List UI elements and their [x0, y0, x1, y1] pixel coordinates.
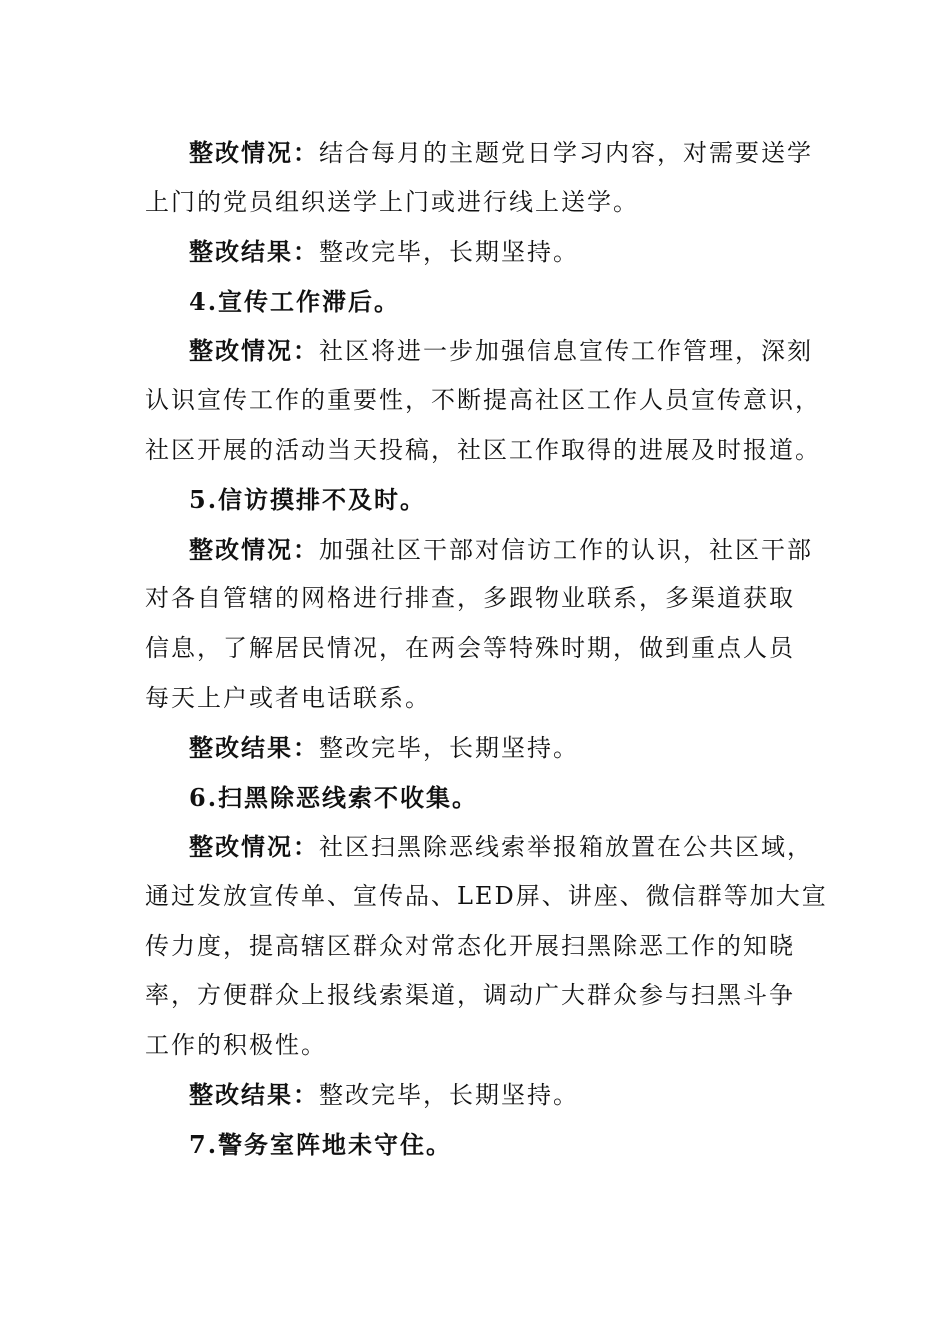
paragraph-line — [145, 128, 813, 178]
paragraph-text: 加强社区干部对信访工作的认识，社区干部 — [319, 535, 813, 564]
paragraph-line — [145, 624, 810, 674]
paragraph-line — [145, 525, 813, 575]
paragraph-line — [145, 1021, 810, 1071]
document-body — [145, 128, 828, 1169]
paragraph-text: 工作的积极性。 — [145, 1030, 327, 1059]
paragraph-text: 社区开展的活动当天投稿，社区工作取得的进展及时报道。 — [145, 435, 821, 464]
paragraph-text: 社区扫黑除恶线索举报箱放置在公共区域， — [319, 833, 813, 862]
section-heading: 7.警务室阵地未守住。 — [189, 1129, 453, 1159]
paragraph-label: 整改情况： — [189, 138, 319, 167]
paragraph-label: 整改情况： — [189, 832, 319, 862]
paragraph-line — [145, 872, 828, 922]
paragraph-text: 整改完毕，长期坚持。 — [319, 1081, 579, 1110]
paragraph-line — [145, 376, 821, 426]
paragraph-text: 整改完毕，长期坚持。 — [319, 238, 579, 267]
section-heading: 4.宣传工作滞后。 — [189, 286, 401, 316]
section-heading: 5.信访摸排不及时。 — [189, 485, 427, 515]
paragraph-text: 信息，了解居民情况，在两会等特殊时期，做到重点人员 — [145, 633, 795, 662]
paragraph-text: 通过发放宣传单、宣传品、LED屏、讲座、微信群等加大宣 — [145, 881, 828, 910]
paragraph-label: 整改结果： — [189, 1080, 319, 1110]
paragraph-text: 传力度，提高辖区群众对常态化开展扫黑除恶工作的知晓 — [145, 931, 795, 960]
paragraph-line — [145, 326, 813, 376]
paragraph-line — [145, 723, 810, 773]
paragraph-line — [145, 574, 810, 624]
paragraph-label: 整改情况： — [189, 336, 319, 366]
paragraph-line — [145, 178, 810, 228]
paragraph-text: 结合每月的主题党日学习内容，对需要送学 — [319, 139, 813, 167]
paragraph-line — [145, 674, 810, 724]
paragraph-line — [145, 227, 810, 277]
section-heading: 6.扫黑除恶线索不收集。 — [189, 782, 479, 812]
paragraph-text: 率，方便群众上报线索渠道，调动广大群众参与扫黑斗争 — [145, 981, 795, 1010]
paragraph-text: 每天上户或者电话联系。 — [145, 683, 431, 712]
paragraph-line — [145, 971, 810, 1021]
paragraph-text: 社区将进一步加强信息宣传工作管理，深刻 — [319, 337, 813, 366]
paragraph-text: 整改完毕，长期坚持。 — [319, 734, 579, 763]
paragraph-text: 认识宣传工作的重要性，不断提高社区工作人员宣传意识， — [145, 385, 821, 414]
paragraph-line — [145, 922, 810, 972]
paragraph-label: 整改结果： — [189, 733, 319, 763]
paragraph-text: 对各自管辖的网格进行排查，多跟物业联系，多渠道获取 — [145, 584, 795, 613]
paragraph-line — [145, 1070, 810, 1120]
paragraph-label: 整改结果： — [189, 237, 319, 267]
paragraph-line — [145, 822, 813, 872]
paragraph-label: 整改情况： — [189, 534, 319, 564]
paragraph-line — [145, 426, 821, 476]
paragraph-text: 上门的党员组织送学上门或进行线上送学。 — [145, 187, 639, 216]
